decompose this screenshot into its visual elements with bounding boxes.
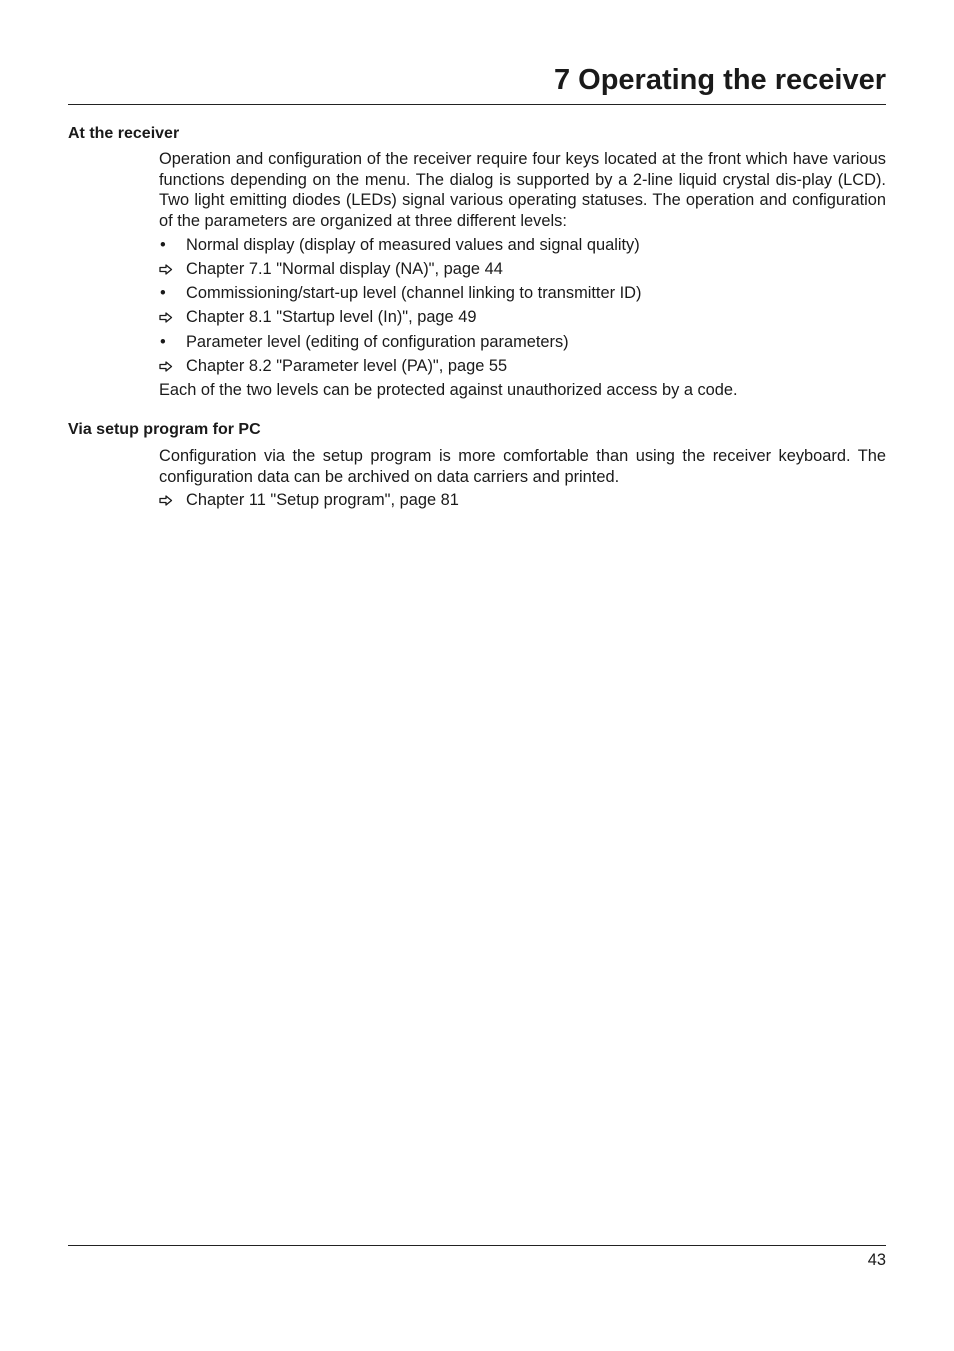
- section-heading-at-receiver: At the receiver: [68, 125, 180, 142]
- list-item-text: Parameter level (editing of configuration parameters): [186, 332, 569, 351]
- list-item: [159, 235, 886, 256]
- chapter-title: 7 Operating the receiver: [553, 64, 886, 96]
- section-body-setup-program: [159, 446, 886, 511]
- bullet-marker: •: [160, 235, 166, 254]
- intro-paragraph: Configuration via the setup program is more comfortable than using the receiver keyboard. The configuration data can be archived on data carriers and printed.: [159, 447, 886, 486]
- list-item: [159, 332, 886, 353]
- list-item-text: Normal display (display of measured values and signal quality): [186, 235, 640, 254]
- section-heading-setup-program: Via setup program for PC: [68, 421, 261, 438]
- reference-link-text[interactable]: Chapter 8.2 "Parameter level (PA)", page 55: [186, 356, 508, 375]
- arrow-right-icon: [159, 356, 179, 372]
- arrow-right-icon: [159, 307, 179, 323]
- list-item-text: Commissioning/start-up level (channel linking to transmitter ID): [186, 284, 642, 303]
- footer-rule: [68, 1245, 886, 1246]
- reference-item[interactable]: [159, 307, 886, 328]
- arrow-right-icon: [159, 490, 179, 506]
- header-rule: [68, 104, 886, 105]
- bullet-marker: •: [160, 284, 166, 303]
- page-number: 43: [867, 1251, 886, 1269]
- reference-item[interactable]: [159, 490, 886, 511]
- reference-link-text[interactable]: Chapter 7.1 "Normal display (NA)", page 44: [186, 260, 503, 279]
- intro-paragraph: Operation and configuration of the receiver require four keys located at the front which have various functions depending on the menu. The dialog is supported by a 2-line liquid crystal dis-play (LCD). Two light emitting diodes (LEDs) signal various operating statuses. The operation and configuration of the parameters are organized at three different levels:: [159, 150, 886, 231]
- reference-link-text[interactable]: Chapter 11 "Setup program", page 81: [186, 491, 459, 510]
- bullet-marker: •: [160, 332, 166, 351]
- outro-paragraph: Each of the two levels can be protected against unauthorized access by a code.: [159, 381, 738, 400]
- arrow-right-icon: [159, 259, 179, 275]
- reference-item[interactable]: [159, 259, 886, 280]
- reference-item[interactable]: [159, 356, 886, 377]
- reference-link-text[interactable]: Chapter 8.1 "Startup level (In)", page 49: [186, 308, 477, 327]
- section-body-at-receiver: [159, 149, 886, 401]
- list-item: [159, 283, 886, 304]
